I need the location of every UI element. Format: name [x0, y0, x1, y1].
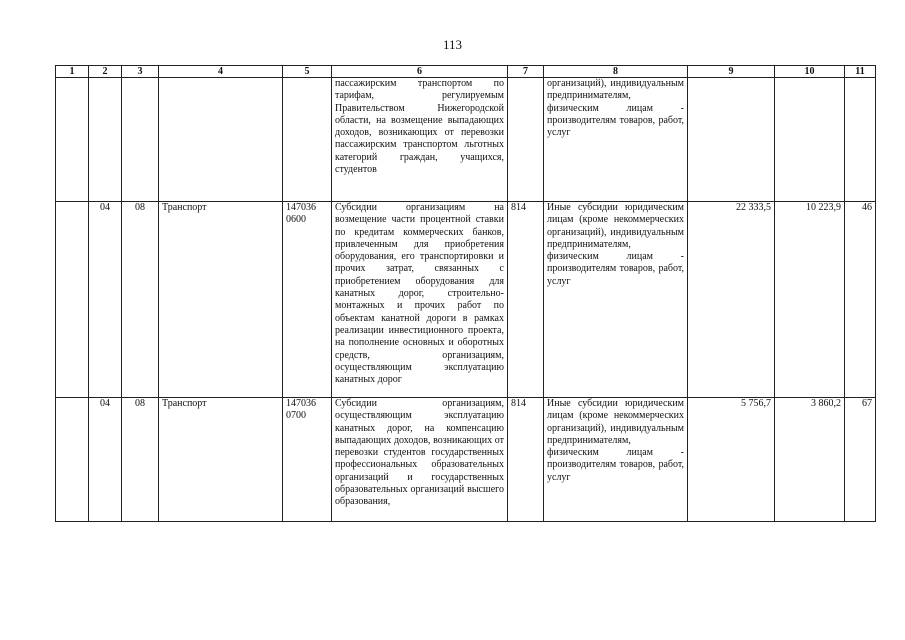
header-col-5: 5 — [283, 66, 332, 78]
header-col-10: 10 — [775, 66, 845, 78]
row-expense-type-text: Иные субсидии юридическим лицам (кроме некоммерческих организаций), индивидуальным предпринимателям, физическим лицам - производителям товаров, работ, услуг — [544, 202, 688, 398]
row-amount-planned: 22 333,5 — [688, 202, 775, 398]
row-target-code — [283, 78, 332, 202]
row-expense-type-code: 814 — [508, 398, 544, 522]
budget-table — [55, 65, 876, 522]
row-section-name — [159, 78, 283, 202]
header-col-9: 9 — [688, 66, 775, 78]
row-purpose-text: пассажирским транспортом по тарифам, регулируемым Правительством Нижегородской области, на возмещение выпадающих доходов, возникающих от перевозки пассажирским транспортом льготных категорий граждан, учащихся, студентов — [332, 78, 508, 202]
header-col-11: 11 — [845, 66, 876, 78]
row-target-code: 147036 0600 — [283, 202, 332, 398]
row-subsection-code: 08 — [122, 202, 159, 398]
row-purpose-text: Субсидии организациям на возмещение части процентной ставки по кредитам коммерческих банков, привлеченным для приобретения оборудования, его транспортировки и прочих затрат, связанных с приобретением оборудования для канатных дорог, строительно-монтажных и прочих работ по объектам канатной дороги в рамках реализации инвестиционного проекта, на пополнение основных и оборотных средств, организациям, осуществляющим эксплуатацию канатных дорог — [332, 202, 508, 398]
header-col-6: 6 — [332, 66, 508, 78]
header-col-3: 3 — [122, 66, 159, 78]
row-section-name: Транспорт — [159, 398, 283, 522]
row-expense-type-code: 814 — [508, 202, 544, 398]
table-row — [56, 398, 876, 522]
row-target-code: 147036 0700 — [283, 398, 332, 522]
page-number: 113 — [442, 37, 463, 52]
row-amount-executed — [775, 78, 845, 202]
row-amount-planned: 5 756,7 — [688, 398, 775, 522]
table-row — [56, 78, 876, 202]
header-col-2: 2 — [89, 66, 122, 78]
row-section-code — [89, 78, 122, 202]
row-col-1 — [56, 78, 89, 202]
row-col-1 — [56, 398, 89, 522]
header-col-8: 8 — [544, 66, 688, 78]
table-row — [56, 202, 876, 398]
row-col-1 — [56, 202, 89, 398]
row-section-name: Транспорт — [159, 202, 283, 398]
header-row — [56, 66, 876, 78]
row-subsection-code — [122, 78, 159, 202]
row-purpose-text: Субсидии организациям, осуществляющим эксплуатацию канатных дорог, на компенсацию выпадающих доходов, возникающих от перевозки студентов государственных профессиональных образовательных организаций и государственных образовательных организаций высшего образования, — [332, 398, 508, 522]
header-col-7: 7 — [508, 66, 544, 78]
header-col-4: 4 — [159, 66, 283, 78]
row-percent — [845, 78, 876, 202]
row-subsection-code: 08 — [122, 398, 159, 522]
row-amount-executed: 10 223,9 — [775, 202, 845, 398]
row-percent: 46 — [845, 202, 876, 398]
row-section-code: 04 — [89, 202, 122, 398]
row-section-code: 04 — [89, 398, 122, 522]
row-amount-executed: 3 860,2 — [775, 398, 845, 522]
row-expense-type-text: организаций), индивидуальным предпринимателям, физическим лицам - производителям товаров, работ, услуг — [544, 78, 688, 202]
row-expense-type-code — [508, 78, 544, 202]
header-col-1: 1 — [56, 66, 89, 78]
row-amount-planned — [688, 78, 775, 202]
row-expense-type-text: Иные субсидии юридическим лицам (кроме некоммерческих организаций), индивидуальным предпринимателям, физическим лицам - производителям товаров, работ, услуг — [544, 398, 688, 522]
row-percent: 67 — [845, 398, 876, 522]
